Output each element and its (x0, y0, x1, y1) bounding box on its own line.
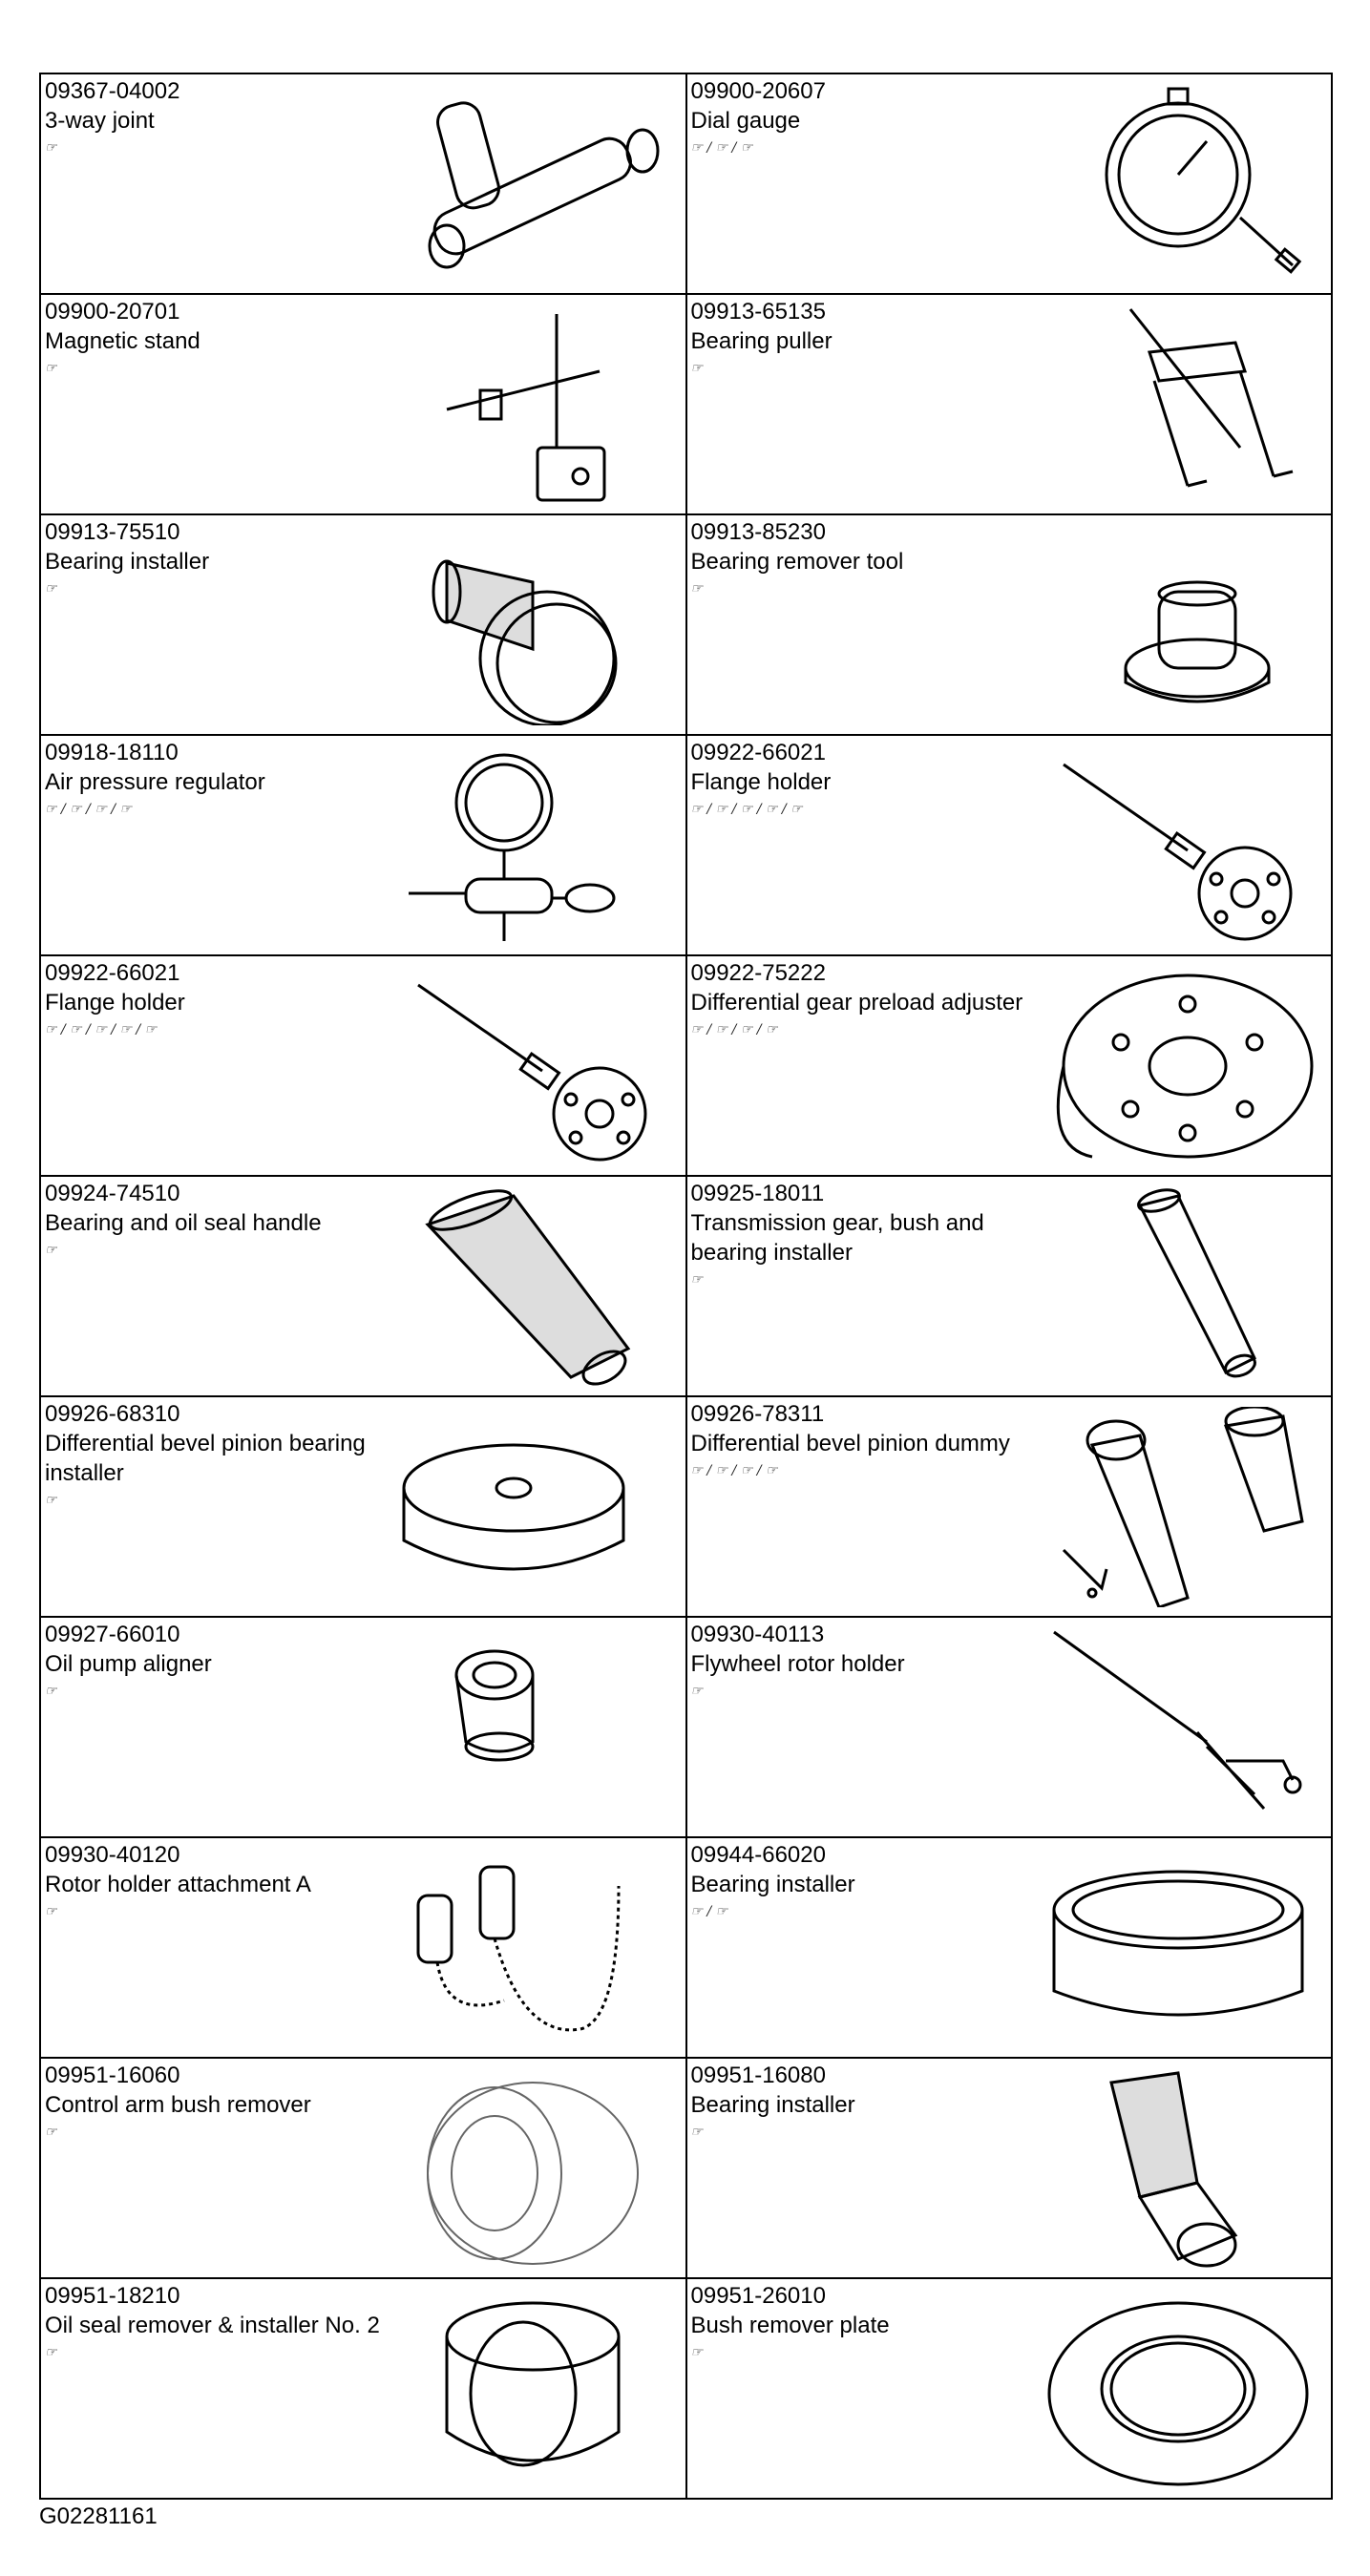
tool-info (45, 1840, 398, 1924)
reference-marks: ☞ (690, 361, 704, 376)
flywheel-rotor-holder-icon (1035, 1627, 1321, 1828)
knurled-bearing-installer-icon (1035, 2068, 1321, 2269)
part-number: 09951-26010 (690, 2283, 826, 2309)
tool-cell (40, 514, 686, 735)
part-number: 09922-66021 (690, 740, 826, 765)
tool-name: Dial gauge (690, 108, 801, 134)
tool-cell (686, 514, 1333, 735)
part-number: 09913-65135 (690, 299, 826, 325)
tool-cell (686, 2058, 1333, 2278)
tool-cell (686, 2278, 1333, 2499)
tool-name: Flange holder (690, 769, 832, 795)
part-number: 09926-78311 (690, 1401, 825, 1427)
tool-name: Magnetic stand (45, 328, 200, 354)
reference-marks: ☞ / ☞ / ☞ / ☞ (45, 802, 133, 817)
tool-info (45, 1179, 398, 1263)
dial-gauge-icon (1035, 84, 1321, 284)
tool-info (691, 1620, 1044, 1704)
reference-marks: ☞ (45, 140, 57, 156)
reference-marks: ☞ (690, 2345, 704, 2360)
tool-info (45, 76, 398, 160)
tool-info (691, 2061, 1044, 2145)
reference-marks: ☞ (45, 1243, 57, 1258)
tool-name: Flange holder (45, 990, 185, 1016)
reference-marks: ☞ (45, 581, 57, 597)
reference-marks: ☞ (45, 1493, 57, 1508)
tool-name: Control arm bush remover (45, 2092, 311, 2118)
tool-cell (686, 955, 1333, 1176)
reference-marks: ☞ / ☞ / ☞ / ☞ / ☞ (690, 802, 803, 817)
part-number: 09913-75510 (45, 519, 180, 545)
magnetic-stand-icon (390, 304, 676, 505)
part-number: 09927-66010 (45, 1622, 180, 1647)
tool-info (691, 517, 1044, 601)
tool-info (45, 2061, 398, 2145)
reference-marks: ☞ (45, 1904, 57, 1919)
flange-holder-icon (1035, 745, 1321, 946)
tool-info (45, 1620, 398, 1704)
tool-info (45, 1399, 398, 1513)
table-row (40, 294, 1332, 514)
part-number: 09922-75222 (690, 960, 826, 986)
tool-cell (40, 1837, 686, 2058)
table-row (40, 955, 1332, 1176)
tool-info (691, 738, 1044, 822)
part-number: 09367-04002 (45, 78, 180, 104)
figure-id: G02281161 (39, 2503, 158, 2529)
tool-info (691, 1840, 1044, 1924)
tool-name: Bearing installer (690, 1872, 855, 1897)
bearing-installer-icon (390, 525, 676, 725)
oil-seal-handle-icon (390, 1186, 676, 1387)
tool-info (691, 76, 1044, 160)
reference-marks: ☞ / ☞ (690, 1904, 728, 1919)
tool-cell (40, 1176, 686, 1396)
tool-info (45, 958, 398, 1042)
reference-marks: ☞ (45, 361, 57, 376)
tool-name: Bush remover plate (690, 2313, 890, 2338)
part-number: 09925-18011 (690, 1181, 825, 1206)
part-number: 09924-74510 (45, 1181, 180, 1206)
part-number: 09900-20701 (45, 299, 180, 325)
tool-name: Flywheel rotor holder (690, 1651, 905, 1677)
tool-info (691, 297, 1044, 381)
tool-info (45, 517, 398, 601)
bush-remover-plate-icon (1035, 2289, 1321, 2489)
flange-holder-icon (390, 966, 676, 1166)
tool-cell (40, 735, 686, 955)
tool-cell (686, 1176, 1333, 1396)
air-pressure-regulator-icon (390, 745, 676, 946)
part-number: 09930-40120 (45, 1842, 180, 1868)
tool-name: Differential gear preload adjuster (690, 990, 1023, 1016)
tool-info (45, 2281, 398, 2365)
part-number: 09951-16060 (45, 2063, 180, 2088)
reference-marks: ☞ / ☞ / ☞ (690, 140, 753, 156)
part-number: 09951-18210 (45, 2283, 180, 2309)
reference-marks: ☞ / ☞ / ☞ / ☞ / ☞ (45, 1022, 158, 1037)
table-row (40, 1396, 1332, 1617)
tool-cell (40, 2278, 686, 2499)
table-row (40, 1176, 1332, 1396)
tool-cell (686, 294, 1333, 514)
table-row (40, 735, 1332, 955)
part-number: 09951-16080 (690, 2063, 826, 2088)
preload-adjuster-icon (1035, 966, 1321, 1166)
tool-info (45, 738, 398, 822)
part-number: 09913-85230 (690, 519, 826, 545)
tool-cell (40, 955, 686, 1176)
table-row (40, 514, 1332, 735)
part-number: 09900-20607 (690, 78, 826, 104)
part-number: 09922-66021 (45, 960, 180, 986)
part-number: 09944-66020 (690, 1842, 826, 1868)
tool-cell (686, 73, 1333, 294)
table-row (40, 1617, 1332, 1837)
tool-name: Oil seal remover & installer No. 2 (45, 2313, 380, 2338)
table-row (40, 73, 1332, 294)
reference-marks: ☞ (45, 1684, 57, 1699)
bush-remover-icon (390, 2068, 676, 2269)
part-number: 09930-40113 (690, 1622, 825, 1647)
table-row (40, 2058, 1332, 2278)
tool-cell (40, 73, 686, 294)
tool-cell (40, 1617, 686, 1837)
part-number: 09926-68310 (45, 1401, 180, 1427)
reference-marks: ☞ (690, 1272, 704, 1288)
tool-cell (686, 735, 1333, 955)
reference-marks: ☞ / ☞ / ☞ / ☞ (690, 1463, 778, 1478)
tool-info (691, 1399, 1044, 1483)
bearing-puller-icon (1035, 304, 1321, 505)
reference-marks: ☞ (690, 1684, 704, 1699)
reference-marks: ☞ (690, 581, 704, 597)
tool-name: Oil pump aligner (45, 1651, 212, 1677)
tool-cell (686, 1837, 1333, 2058)
tool-info (691, 2281, 1044, 2365)
table-row (40, 1837, 1332, 2058)
oil-pump-aligner-icon (390, 1627, 676, 1828)
tool-info (691, 958, 1044, 1042)
tool-cell (686, 1396, 1333, 1617)
tool-name: Bearing and oil seal handle (45, 1210, 322, 1236)
transmission-installer-icon (1035, 1186, 1321, 1387)
tool-name: Bearing installer (690, 2092, 855, 2118)
tool-cell (40, 2058, 686, 2278)
reference-marks: ☞ / ☞ / ☞ / ☞ (690, 1022, 778, 1037)
bevel-pinion-dummy-icon (1035, 1407, 1321, 1607)
tool-name: Differential bevel pinion bearing installer (45, 1431, 366, 1486)
tool-name: 3-way joint (45, 108, 155, 134)
oil-seal-remover-icon (390, 2289, 676, 2489)
table-row (40, 2278, 1332, 2499)
bevel-pinion-installer-icon (390, 1407, 676, 1607)
tool-info (45, 297, 398, 381)
tool-name: Bearing remover tool (690, 549, 904, 575)
tool-name: Transmission gear, bush and bearing installer (690, 1210, 984, 1266)
tool-cell (40, 294, 686, 514)
part-number: 09918-18110 (45, 740, 179, 765)
reference-marks: ☞ (45, 2125, 57, 2140)
bearing-remover-tool-icon (1035, 525, 1321, 725)
three-way-joint-icon (390, 84, 676, 284)
tool-cell (40, 1396, 686, 1617)
tool-name: Rotor holder attachment A (45, 1872, 311, 1897)
tool-name: Bearing installer (45, 549, 210, 575)
reference-marks: ☞ (690, 2125, 704, 2140)
ring-bearing-installer-icon (1035, 1848, 1321, 2048)
tool-cell (686, 1617, 1333, 1837)
tool-name: Air pressure regulator (45, 769, 265, 795)
special-tools-table (39, 73, 1333, 2500)
tool-info (691, 1179, 1044, 1292)
reference-marks: ☞ (45, 2345, 57, 2360)
tool-name: Bearing puller (690, 328, 833, 354)
rotor-holder-attachment-icon (390, 1848, 676, 2048)
tool-name: Differential bevel pinion dummy (690, 1431, 1010, 1456)
